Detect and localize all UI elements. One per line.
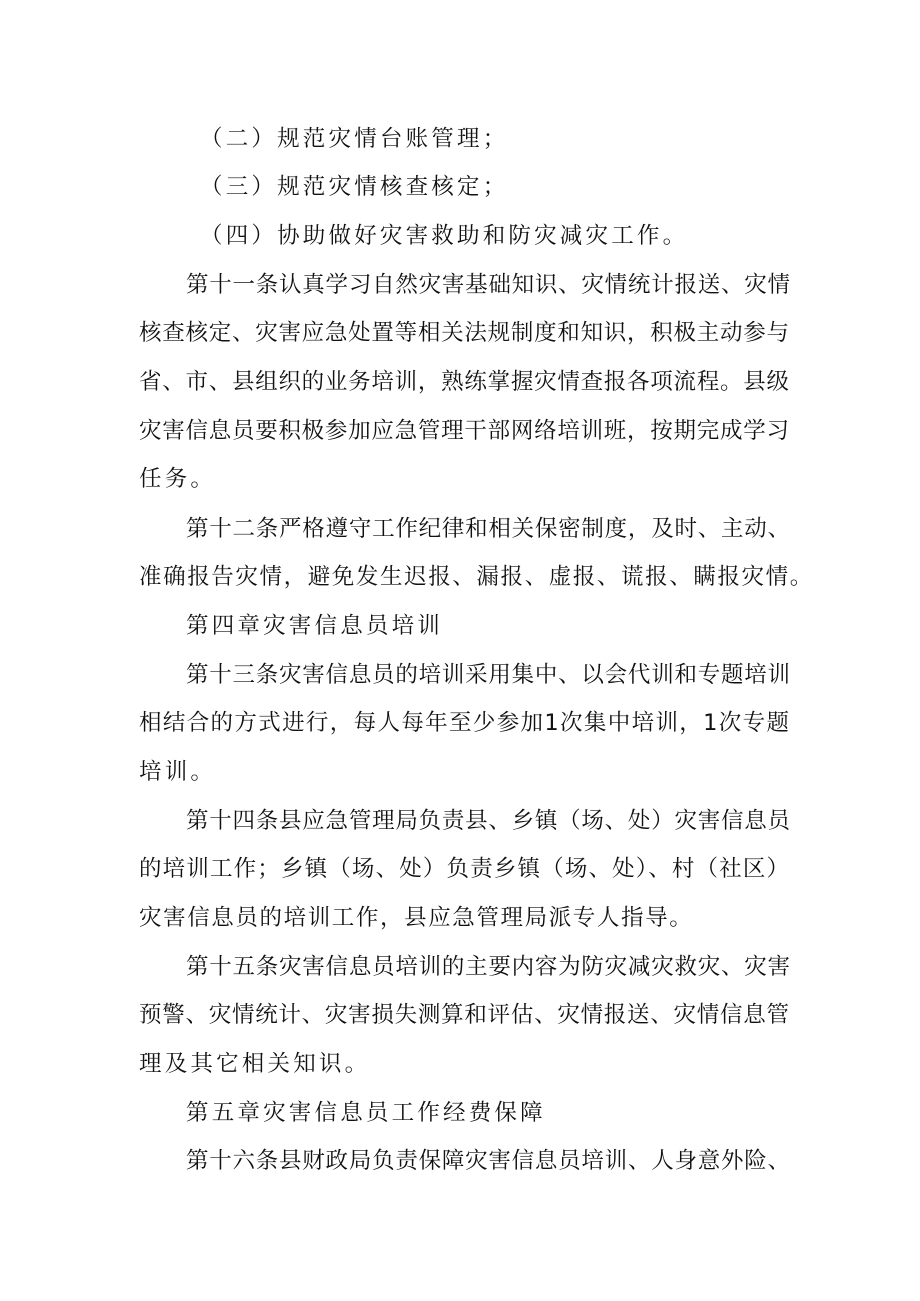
- article-14-line-3: 灾害信息员的培训工作，县应急管理局派专人指导。: [139, 905, 694, 931]
- chapter-5-heading: 第五章灾害信息员工作经费保障: [186, 1100, 546, 1126]
- article-14-line-2: 的培训工作；乡镇（场、处）负责乡镇（场、处）、村（社区）: [139, 856, 789, 882]
- article-11-line-3: 省、市、县组织的业务培训，熟练掌握灾情查报各项流程。县级: [139, 369, 789, 395]
- article-11-line-4: 灾害信息员要积极参加应急管理干部网络培训班，按期完成学习: [139, 418, 789, 444]
- item-3-text: （三）规范灾情核查核定；: [200, 174, 509, 200]
- article-13-line-1: 第十三条灾害信息员的培训采用集中、以会代训和专题培训: [186, 662, 790, 688]
- article-13-line-2: 相结合的方式进行，每人每年至少参加1次集中培训，1次专题: [139, 710, 789, 736]
- item-2-text: （二）规范灾情台账管理；: [200, 126, 509, 152]
- article-16-line-1: 第十六条县财政局负责保障灾害信息员培训、人身意外险、: [186, 1148, 790, 1174]
- article-11-line-2: 核查核定、灾害应急处置等相关法规制度和知识，积极主动参与: [139, 320, 789, 346]
- article-11-line-5: 任务。: [139, 466, 217, 492]
- article-14-line-1: 第十四条县应急管理局负责县、乡镇（场、处）灾害信息员: [186, 808, 790, 834]
- article-12-line-1: 第十二条严格遵守工作纪律和相关保密制度，及时、主动、: [186, 516, 790, 542]
- article-15-line-2: 预警、灾情统计、灾害损失测算和评估、灾情报送、灾情信息管: [139, 1002, 789, 1028]
- article-13-line-3: 培训。: [139, 759, 217, 785]
- chapter-4-heading: 第四章灾害信息员培训: [186, 613, 444, 639]
- article-12-line-2: 准确报告灾情，避免发生迟报、漏报、虚报、谎报、瞒报灾情。: [139, 564, 814, 590]
- article-15-line-1: 第十五条灾害信息员培训的主要内容为防灾减灾救灾、灾害: [186, 954, 790, 980]
- article-15-line-3: 理及其它相关知识。: [139, 1051, 371, 1077]
- article-11-line-1: 第十一条认真学习自然灾害基础知识、灾情统计报送、灾情: [186, 272, 790, 298]
- item-4-text: （四）协助做好灾害救助和防灾减灾工作。: [200, 223, 689, 249]
